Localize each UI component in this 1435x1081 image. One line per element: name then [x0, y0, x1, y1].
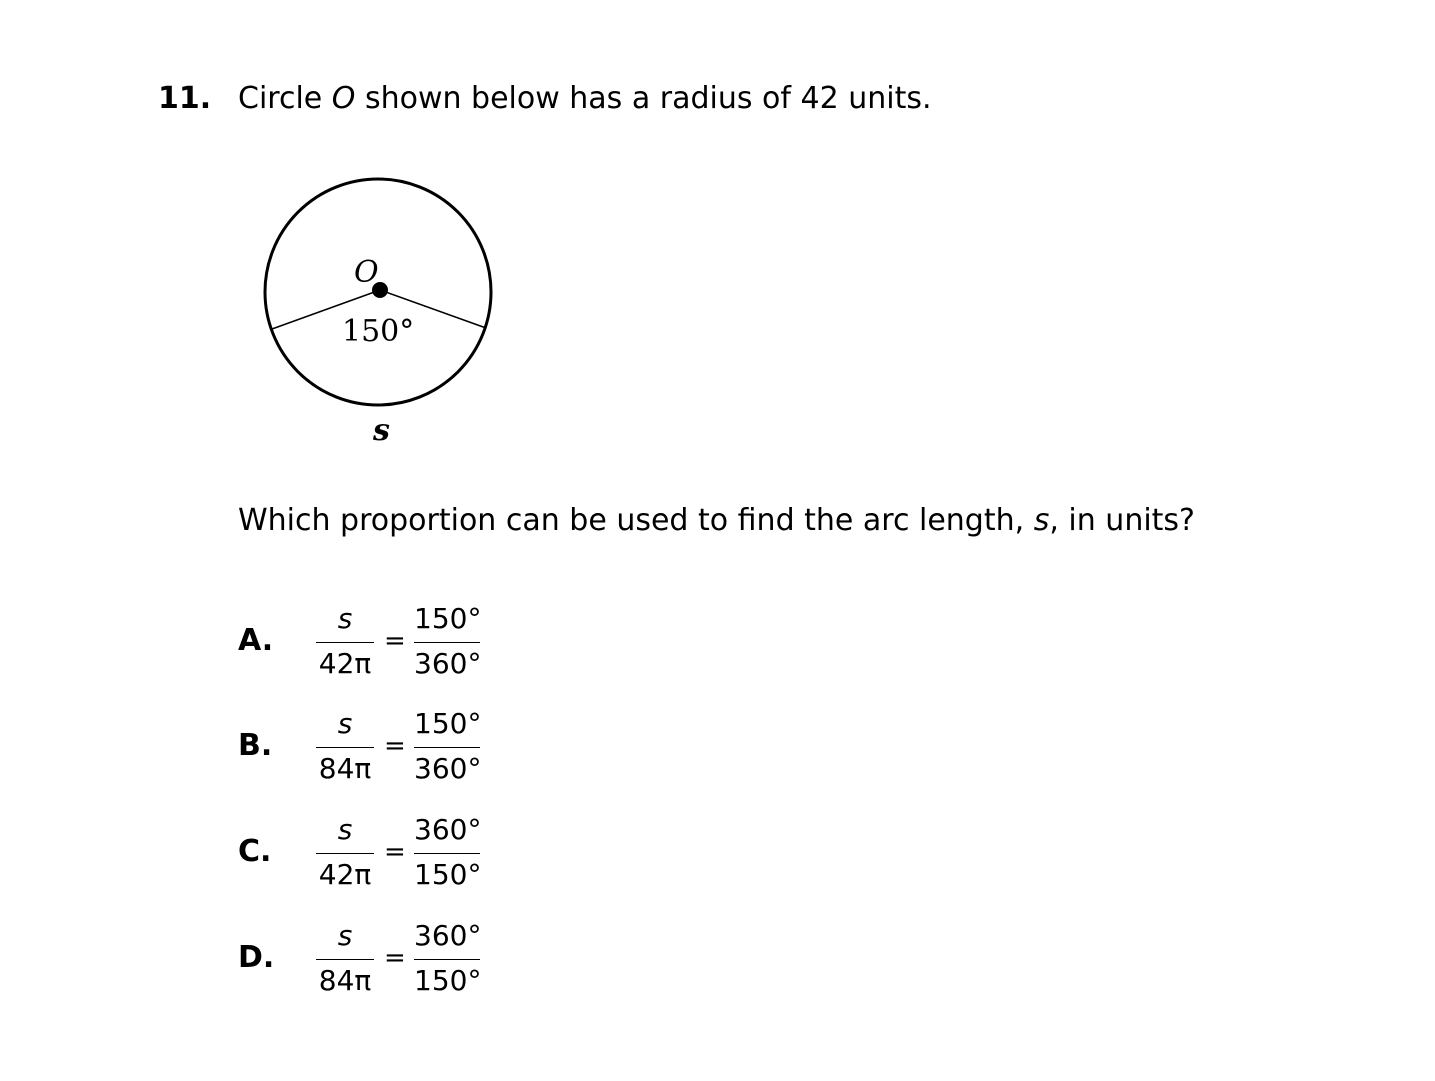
- fraction-bar: [316, 642, 374, 643]
- angle-label: 150°: [342, 314, 415, 349]
- fraction-bar: [316, 853, 374, 854]
- fraction-denominator: 150°: [414, 858, 482, 891]
- choice-a[interactable]: [238, 599, 558, 689]
- equals-sign: =: [384, 837, 406, 867]
- fraction-numerator: 150°: [414, 602, 482, 635]
- choice-letter: A.: [238, 623, 274, 658]
- fraction-bar: [414, 853, 480, 854]
- choice-letter: C.: [238, 834, 272, 869]
- equals-sign: =: [384, 626, 406, 656]
- left-fraction: [316, 599, 374, 689]
- question-stem: [238, 80, 932, 118]
- left-fraction: [316, 704, 374, 794]
- fraction-denominator: 360°: [414, 647, 482, 680]
- stem-variable: O: [331, 81, 356, 116]
- fraction-numerator: s: [337, 707, 353, 740]
- fraction-numerator: s: [337, 813, 353, 846]
- fraction-bar: [414, 747, 480, 748]
- equals-sign: =: [384, 943, 406, 973]
- stem-text-after: shown below has a radius of 42 units.: [355, 81, 932, 116]
- fraction-numerator: s: [337, 602, 353, 635]
- fraction-bar: [414, 959, 480, 960]
- fraction-numerator: 360°: [414, 813, 482, 846]
- prompt-variable: s: [1033, 503, 1050, 538]
- choice-b[interactable]: [238, 704, 558, 794]
- equals-sign: =: [384, 731, 406, 761]
- prompt-text: [238, 502, 1195, 540]
- choice-letter: B.: [238, 728, 273, 763]
- right-fraction: [414, 704, 480, 794]
- fraction-bar: [414, 642, 480, 643]
- left-fraction: [316, 810, 374, 900]
- choice-d[interactable]: [238, 916, 558, 1006]
- fraction-denominator: 42π: [318, 858, 372, 891]
- prompt-text-after: , in units?: [1049, 503, 1195, 538]
- choice-c[interactable]: [238, 810, 558, 900]
- stem-text-before: Circle: [238, 81, 332, 116]
- right-fraction: [414, 810, 480, 900]
- fraction-denominator: 150°: [414, 964, 482, 997]
- fraction-numerator: 150°: [414, 707, 482, 740]
- fraction-denominator: 360°: [414, 752, 482, 785]
- right-fraction: [414, 599, 480, 689]
- fraction-numerator: 360°: [414, 919, 482, 952]
- fraction-denominator: 84π: [318, 964, 372, 997]
- question-number: 11.: [158, 81, 212, 116]
- arc-label: s: [373, 413, 390, 448]
- prompt-text-before: Which proportion can be used to find the arc length,: [238, 503, 1034, 538]
- right-fraction: [414, 916, 480, 1006]
- left-fraction: [316, 916, 374, 1006]
- fraction-numerator: s: [337, 919, 353, 952]
- fraction-bar: [316, 747, 374, 748]
- fraction-bar: [316, 959, 374, 960]
- choice-letter: D.: [238, 940, 275, 975]
- circle-diagram: [240, 160, 520, 460]
- center-label: O: [354, 255, 379, 290]
- fraction-denominator: 42π: [318, 647, 372, 680]
- fraction-denominator: 84π: [318, 752, 372, 785]
